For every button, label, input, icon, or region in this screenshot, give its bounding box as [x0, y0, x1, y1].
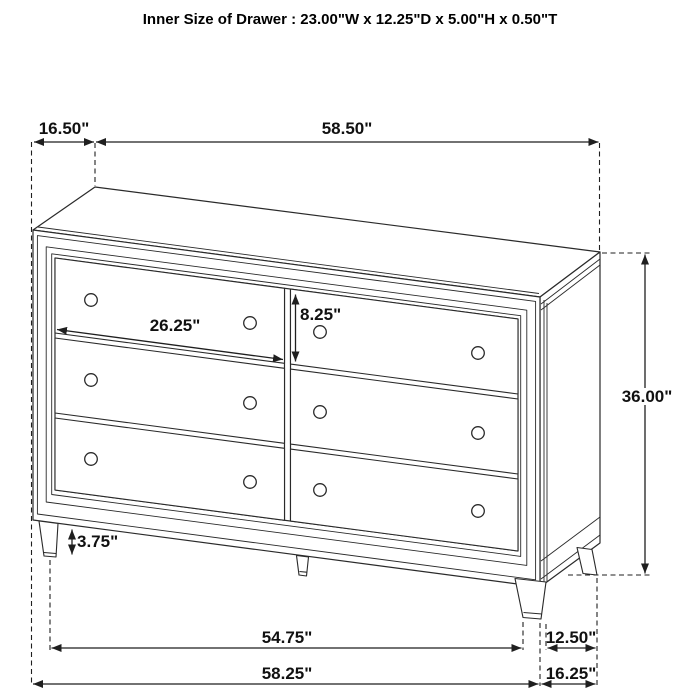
- dim-label-drawer-height: 8.25": [300, 305, 342, 324]
- dim-label-leg-height: 3.75": [77, 532, 119, 551]
- dim-label-overall-depth: 16.25": [545, 664, 597, 683]
- dim-label-top-width: 58.50": [321, 119, 373, 138]
- dim-label-height: 36.00": [619, 388, 676, 405]
- leg-back-right: [577, 548, 597, 576]
- dim-label-top-depth: 16.50": [38, 119, 90, 138]
- page-title: Inner Size of Drawer : 23.00"W x 12.25"D x 5.00"H x 0.50"T: [142, 11, 558, 28]
- leg-front-center: [297, 556, 309, 577]
- dim-label-overall-width: 58.25": [261, 664, 313, 683]
- dim-label-base-width: 54.75": [261, 628, 313, 647]
- leg-front-left: [39, 521, 58, 557]
- dim-label-leg-depth: 12.50": [545, 628, 597, 647]
- dim-label-drawer-width: 26.25": [149, 316, 201, 335]
